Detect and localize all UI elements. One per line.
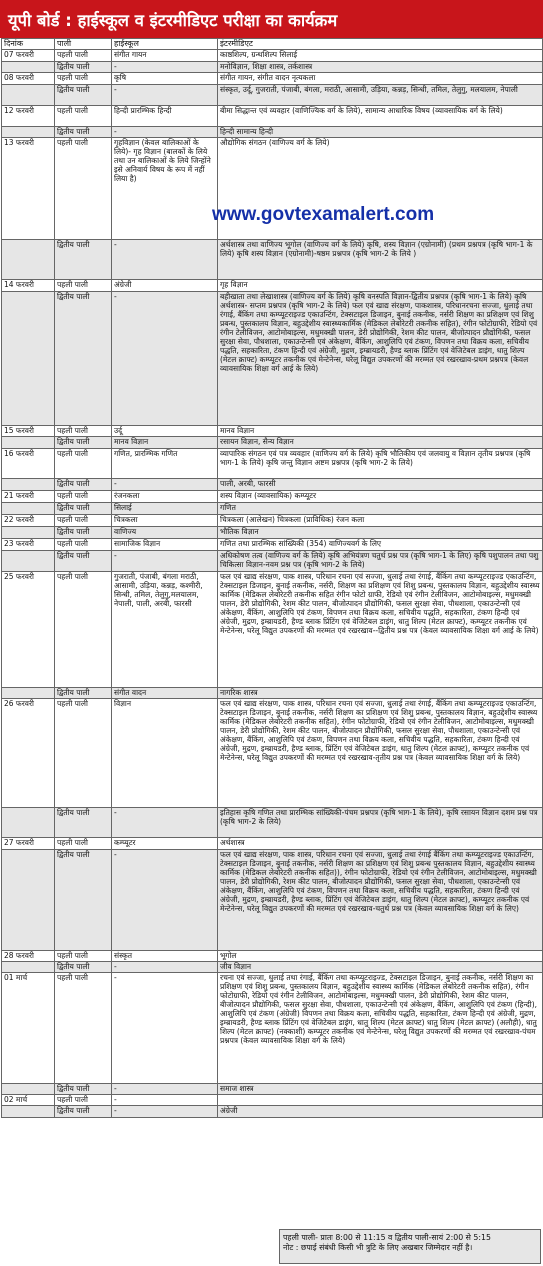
date-cell: 01 मार्च bbox=[2, 972, 55, 1083]
date-cell: 21 फरवरी bbox=[2, 490, 55, 502]
intermediate-cell: हिन्दी सामान्य हिन्दी bbox=[218, 126, 543, 137]
date-cell bbox=[2, 478, 55, 490]
date-cell: 28 फरवरी bbox=[2, 950, 55, 961]
table-row bbox=[2, 538, 543, 550]
intermediate-cell: गणित bbox=[218, 502, 543, 514]
shift-cell: द्वितीय पाली bbox=[55, 239, 112, 279]
date-cell bbox=[2, 1083, 55, 1094]
highschool-cell: - bbox=[112, 61, 218, 72]
table-row bbox=[2, 1105, 543, 1117]
table-row bbox=[2, 448, 543, 478]
timing-note bbox=[279, 1229, 541, 1264]
intermediate-cell: अर्थशास्त्र तथा वाणिज्य भूगोल (वाणिज्य वर्ग के लिये) कृषि, शस्य विज्ञान (एग्रोनामी) (प्रथम प्रश्नपत्र (कृषि भाग-1 के लिये) कृषि शस्य विज्ञान (एग्रोनामी)-षष्ठम प्रश्नपत्र (कृषि भाग-2 के लिये ) bbox=[218, 239, 543, 279]
shift-cell: द्वितीय पाली bbox=[55, 1083, 112, 1094]
date-cell: 25 फरवरी bbox=[2, 571, 55, 687]
highschool-cell: चित्रकला bbox=[112, 514, 218, 526]
shift-cell: द्वितीय पाली bbox=[55, 84, 112, 105]
intermediate-cell: फल एवं खाद्य संरक्षण, पाक शास्त्र, परिधान रचना एवं सज्जा, धुलाई तथा रंगाई, बैंकिंग तथा कम्प्यूटराइज्ड एकाउन्टिंग, टेक्सटाइल डिजाइन, बुनाई तकनीक, नर्सरी शिक्षण का प्रशिक्षण एवं शिशु प्रबन्ध, पुस्तकालय विज्ञान, बहुउद्देशीय स्वास्थ्य कार्मिक (मेडिकल लेबोरेटरी तकनीक सहित), रंगीन फोटोग्राफी, रेडियो एवं रंगीन टेलीविजन, आटोमोबाइल्स, मधुमक्खी पालन, डेरी प्रोद्योगिकी, रेशम कीट पालन, बीजोत्पादन प्रौद्योगिकी, फसल सुरक्षा सेवा, पौधशाला, एकाउन्टेन्सी एवं अंकेक्षण, बैंकिंग, आशुलिपि एवं टंकण, विपणन तथा विक्रय कला, सचिवीय पद्धति, सहकारिता, टंकण हिन्दी एवं अंग्रेजी, मुद्रण, इम्ब्रायडरी, हैण्ड ब्लाक, प्रिंटिंग एवं वेजिटेबल डाइंग, धातु शिल्प (मेटल क्राफ्ट), कम्प्यूटर तकनीक एवं मेन्टेनेन्स, घरेलू विद्युत उपकरणों की मरम्मत एवं रखरखाव-तृतीय प्रश्न पत्र (केवल व्यावसायिक शिक्षा वर्ग के लिये) bbox=[218, 698, 543, 807]
shift-cell: द्वितीय पाली bbox=[55, 1105, 112, 1117]
intermediate-cell: संगीत गायन, संगीत वादन नृत्यकला bbox=[218, 72, 543, 84]
shift-cell: द्वितीय पाली bbox=[55, 849, 112, 950]
intermediate-cell: शस्य विज्ञान (व्यावसायिक) कम्प्यूटर bbox=[218, 490, 543, 502]
shift-cell: द्वितीय पाली bbox=[55, 61, 112, 72]
date-cell bbox=[2, 849, 55, 950]
table-row bbox=[2, 478, 543, 490]
date-cell: 08 फरवरी bbox=[2, 72, 55, 84]
date-cell: 12 फरवरी bbox=[2, 105, 55, 126]
shift-cell: पहली पाली bbox=[55, 448, 112, 478]
shift-cell: पहली पाली bbox=[55, 72, 112, 84]
table-row bbox=[2, 571, 543, 687]
intermediate-cell: काष्ठशिल्प, ग्रन्थशिल्प सिलाई bbox=[218, 49, 543, 61]
table-row bbox=[2, 1083, 543, 1094]
intermediate-cell: संस्कृत, उर्दू, गुजराती, पंजाबी, बंगला, मराठी, आसामी, उड़िया, कन्नड़, सिन्धी, तमिल, तेलुगु, मलयालम, नेपाली bbox=[218, 84, 543, 105]
highschool-cell: - bbox=[112, 807, 218, 837]
shift-cell: द्वितीय पाली bbox=[55, 126, 112, 137]
table-row bbox=[2, 436, 543, 448]
intermediate-cell: बहीखाता तथा लेखाशास्त्र (वाणिज्य वर्ग के लिये) कृषि वनस्पति विज्ञान-द्वितीय प्रश्नपत्र (कृषि भाग-1 के लिये) कृषि अर्थशास्त्र- सप्तम प्रश्नपत्र (कृषि भाग-2 के लिये) फल एवं खाद्य संरक्षण, पाकशास्त्र, परिधानरचना सज्जा, धुलाई तथा रंगाई, बैंकिंग तथा कम्प्यूटराइज्ड एकाउन्टिंग, टेक्सटाइल डिजाइन, बुनाई तकनीक, नर्सरी शिक्षण का प्रशिक्षण एवं शिशु प्रबन्ध, पुस्तकालय विज्ञान, बहुउद्देशीय स्वास्थ्यकार्मिक (मेडिकल लेबोरेटरी तकनीक सहित), रंगीन फोटोग्राफी, रेडियो एवं रंगीन टेलीविजन, आटोमोबाइल्स, मधुमक्खी पालन, डेरी प्रोद्योगिकी, रेशम कीट पालन, बीजोत्पादन प्रौद्योगिकी, फसल सुरक्षा सेवा, पौधशाला, एकाउन्टेन्सी एवं अंकेक्षण, बैंकिंग, आशुलिपि एवं टंकण, विपणन तथा विक्रय कला, सचिवीय पद्धति, सहकारिता, टंकण हिन्दी एवं अंग्रेजी, मुद्रण, इम्ब्रायडरी, हैण्ड ब्लाक प्रिंटिंग एवं वेजिटेबल डाइंग, धातु शिल्प (मेटल क्राफ्ट) कम्प्यूटर तकनीक एवं मेन्टेनेन्स, घरेलू विद्युत उपकरणों की मरम्मत एवं रखरखाव-प्रथम प्रश्नपत्र (केवल व्यावसायिक शिक्षा वर्ग आई के लिये) bbox=[218, 291, 543, 425]
disclaimer-note-line: नोट : छपाई संबंधी किसी भी त्रुटि के लिए अखबार जिम्मेदार नहीं है। bbox=[283, 1242, 473, 1252]
intermediate-cell: रचना एवं सज्जा, धुलाई तथा रंगाई, बैंकिंग तथा कम्प्यूटराइज्ड, टेक्सटाइल डिजाइन, बुनाई तकनीक, नर्सरी शिक्षण का प्रशिक्षण एवं शिशु प्रबन्ध, पुस्तकालय विज्ञान, बहुउद्देशीय स्वास्थ्य कार्मिक (मेडिकल लेबोरेटरी तकनीक सहित), रंगीन फोटोग्राफी, रेडियो एवं रंगीन टेलीविजन, आटोमोबाइल्स, मधुमक्खी पालन, डेरी प्रोद्योगिकी, रेशम कीट पालन, बीजोत्पादन प्रौद्योगिकी, फसल सुरक्षा सेवा, पौधशाला, एकाउन्टेन्सी एवं अंकेक्षण, बैंकिंग, आशुलिपि एवं टंकण (हिन्दी), आशुलिपि एवं टंकण (अंग्रेजी) विपणन तथा विक्रय कला, सचिवीय पद्धति, सहकारिता, टंकण हिन्दी एवं अंग्रेजी, मुद्रण, इम्ब्रायडरी, हैण्ड ब्लाक प्रिंटिंग एवं वेजिटेबल डाइंग, धातु शिल्प (मेटल क्राफ्ट) धातु शिल्प (मेटल क्राफ्ट) (अलौही), धातु शिल्प (मेटल क्राफ्ट) (नक्काशी) कम्प्यूटर तकनीक एवं मेन्टेनेन्स, घरेलू विद्युत उपकरणों की मरम्मत एवं रखरखाव-पंचम प्रश्नपत्र (केवल व्यावसायिक शिक्षा वर्ग के लिये) bbox=[218, 972, 543, 1083]
table-row bbox=[2, 961, 543, 972]
intermediate-cell: नागरिक शास्त्र bbox=[218, 687, 543, 698]
shift-cell: पहली पाली bbox=[55, 490, 112, 502]
date-cell bbox=[2, 84, 55, 105]
shift-cell: पहली पाली bbox=[55, 105, 112, 126]
watermark-url: www.govtexamalert.com bbox=[212, 204, 435, 225]
intermediate-cell: जीव विज्ञान bbox=[218, 961, 543, 972]
highschool-cell: - bbox=[112, 84, 218, 105]
table-row bbox=[2, 291, 543, 425]
highschool-cell: गृहविज्ञान (केवल बालिकाओं के लिये)- गृह विज्ञान (बालकों के लिये तथा उन बालिकाओं के लिये जिन्होंने इसे अनिवार्य विषय के रूप में नहीं लिया है) bbox=[112, 137, 218, 239]
timing-note-line: पहली पाली- प्रातः 8:00 से 11:15 व द्वितीय पाली-सायं 2:00 से 5:15 bbox=[283, 1233, 491, 1242]
table-header-row bbox=[2, 39, 543, 50]
highschool-cell: - bbox=[112, 1094, 218, 1105]
highschool-cell: - bbox=[112, 1083, 218, 1094]
intermediate-cell: भौतिक विज्ञान bbox=[218, 526, 543, 538]
intermediate-cell: चित्रकला (आलेखन) चित्रकला (प्राविधिक) रंजन कला bbox=[218, 514, 543, 526]
date-cell bbox=[2, 961, 55, 972]
shift-cell: द्वितीय पाली bbox=[55, 550, 112, 571]
date-cell bbox=[2, 126, 55, 137]
intermediate-cell: बीमा सिद्धान्त एवं व्यवहार (वाणिज्यिक वर्ग के लिये), सामान्य आधारिक विषय (व्यावसायिक वर्ग के लिये) bbox=[218, 105, 543, 126]
table-row bbox=[2, 279, 543, 291]
highschool-cell: - bbox=[112, 550, 218, 571]
highschool-cell: हिन्दी प्रारम्भिक हिन्दी bbox=[112, 105, 218, 126]
highschool-cell: अंग्रेजी bbox=[112, 279, 218, 291]
table-row bbox=[2, 502, 543, 514]
highschool-cell: उर्दू bbox=[112, 425, 218, 436]
intermediate-cell: इतिहास कृषि गणित तथा प्रारम्भिक सांख्यिकी-पंचम प्रश्नपत्र (कृषि भाग-1 के लिये), कृषि रसायन विज्ञान दशम प्रश्न पत्र (कृषि भाग-2 के लिये) bbox=[218, 807, 543, 837]
highschool-cell: - bbox=[112, 961, 218, 972]
date-cell: 23 फरवरी bbox=[2, 538, 55, 550]
shift-cell: पहली पाली bbox=[55, 425, 112, 436]
intermediate-cell: मानव विज्ञान bbox=[218, 425, 543, 436]
shift-cell: पहली पाली bbox=[55, 950, 112, 961]
shift-cell: द्वितीय पाली bbox=[55, 961, 112, 972]
highschool-cell: कम्प्यूटर bbox=[112, 837, 218, 849]
highschool-cell: - bbox=[112, 239, 218, 279]
table-row bbox=[2, 84, 543, 105]
shift-cell: द्वितीय पाली bbox=[55, 436, 112, 448]
shift-cell: पहली पाली bbox=[55, 698, 112, 807]
date-cell: 22 फरवरी bbox=[2, 514, 55, 526]
shift-cell: द्वितीय पाली bbox=[55, 807, 112, 837]
date-cell bbox=[2, 807, 55, 837]
highschool-cell: रंजनकला bbox=[112, 490, 218, 502]
highschool-cell: - bbox=[112, 1105, 218, 1117]
intermediate-cell: पाली, अरबी, फारसी bbox=[218, 478, 543, 490]
table-row bbox=[2, 490, 543, 502]
column-header-shift: पाली bbox=[55, 39, 112, 50]
date-cell: 15 फरवरी bbox=[2, 425, 55, 436]
shift-cell: पहली पाली bbox=[55, 837, 112, 849]
shift-cell: द्वितीय पाली bbox=[55, 291, 112, 425]
intermediate-cell: अधिकोषण तत्व (वाणिज्य वर्ग के लिये) कृषि अभियंत्रण चतुर्थ प्रश्न पत्र (कृषि भाग-1 के लिए) कृषि पशुपालन तथा पशु चिकित्सा विज्ञान-नवम प्रश्न पत्र (कृषि भाग-2 के लिये) bbox=[218, 550, 543, 571]
table-row bbox=[2, 698, 543, 807]
highschool-cell: - bbox=[112, 849, 218, 950]
table-row bbox=[2, 72, 543, 84]
table-row bbox=[2, 687, 543, 698]
schedule-table bbox=[1, 38, 543, 1118]
table-row bbox=[2, 807, 543, 837]
table-row bbox=[2, 972, 543, 1083]
date-cell bbox=[2, 550, 55, 571]
date-cell bbox=[2, 239, 55, 279]
shift-cell: पहली पाली bbox=[55, 137, 112, 239]
highschool-cell: संगीत गायन bbox=[112, 49, 218, 61]
table-row bbox=[2, 425, 543, 436]
column-header-intermediate: इंटरमीडिएट bbox=[218, 39, 543, 50]
date-cell: 27 फरवरी bbox=[2, 837, 55, 849]
table-row bbox=[2, 526, 543, 538]
date-cell bbox=[2, 1105, 55, 1117]
shift-cell: द्वितीय पाली bbox=[55, 502, 112, 514]
shift-cell: पहली पाली bbox=[55, 1094, 112, 1105]
highschool-cell: - bbox=[112, 126, 218, 137]
table-row bbox=[2, 514, 543, 526]
highschool-cell: - bbox=[112, 291, 218, 425]
intermediate-cell: फल एवं खाद्य संरक्षण, पाक शास्त्र, परिधान रचना एवं सज्जा, धुलाई तथा रंगाई, बैंकिंग तथा कम्प्यूटराइज्ड एकाउन्टिंग, टेक्सटाइल डिजाइन, बुनाई तकनीक, नर्सरी, शिक्षण का प्रशिक्षण एवं शिशु प्रबन्ध, पुस्तकालय विज्ञान, बहुउद्देशीय स्वास्थ्य कार्मिक (मेडिकल लेबोरेटरी तकनीक सहित रंगीन फोटो ग्राफी, रेडियो एवं रंगीन टेलीविजन, आटोमोबाइल्स, मधुमक्खी पालन, डेरी प्रोद्योगिकी, रेशम कीट पालन, बीजोत्पादन प्रौद्योगिकी, फसल सुरक्षा सेवा, पौधशाला, एकाउन्टेन्सी एवं अंकेक्षण, बैंकिंग, आशुलिपि एवं टंकण, विपणन तथा विक्रय कला, सचिवीय पद्धति, सहकारिता, टंकण हिन्दी एवं अंग्रेजी, मुद्रण, इम्ब्रायडरी, हैण्ड ब्लाक प्रिंटिंग एवं वेजिटेबल डाइंग, धातु शिल्प (मेटल क्राफ्ट), कम्प्यूटर तकनीक एवं मेन्टेनेन्स, घरेलू विद्युत उपकरणों की मरम्मत एवं रखरखाव--द्वितीय प्रश्न पत्र (केवल व्यावसायिक शिक्षा वर्ग आई के लिये) bbox=[218, 571, 543, 687]
highschool-cell: मानव विज्ञान bbox=[112, 436, 218, 448]
table-row bbox=[2, 550, 543, 571]
highschool-cell: सिलाई bbox=[112, 502, 218, 514]
highschool-cell: कृषि bbox=[112, 72, 218, 84]
intermediate-cell: अंग्रेजी bbox=[218, 1105, 543, 1117]
shift-cell: पहली पाली bbox=[55, 972, 112, 1083]
intermediate-cell: औद्योगिक संगठन (वाणिज्य वर्ग के लिये) bbox=[218, 137, 543, 239]
intermediate-cell bbox=[218, 1094, 543, 1105]
shift-cell: पहली पाली bbox=[55, 571, 112, 687]
table-row bbox=[2, 950, 543, 961]
table-row bbox=[2, 126, 543, 137]
date-cell: 26 फरवरी bbox=[2, 698, 55, 807]
date-cell: 13 फरवरी bbox=[2, 137, 55, 239]
highschool-cell: - bbox=[112, 972, 218, 1083]
table-row bbox=[2, 61, 543, 72]
shift-cell: पहली पाली bbox=[55, 514, 112, 526]
intermediate-cell: फल एवं खाद्य संरक्षण, पाक शास्त्र, परिधान रचना एवं सज्जा, धुलाई तथा रंगाई बैंकिंग तथा कम्प्यूटराइज्ड एकाउन्टिंग, टेक्सटाइल डिजाइन, बुनाई तकनीक, नर्सरी शिक्षण का प्रशिक्षण एवं शिशु प्रबन्ध पुस्तकालय विज्ञान, बहुउद्देशीय स्वास्थ्य कार्मिक (मेडिकल लेबोरेटरी तकनीक सहित)), रंगीन फोटोग्राफी, रेडियो एवं रंगीन टेलीविजन, आटोमोबाइल्स, मधुमक्खी पालन, डेरी प्रोद्योगिकी, रेशम कीट पालन, बीजोत्पादन प्रौद्योगिकी, फसल सुरक्षा सेवा, पौधशाला, एकाउन्टेन्सी एवं अंकेक्षण, बैंकिंग, आशुलिपि एवं टंकण, विपणन तथा विक्रय कला, सचिवीय पद्धति, सहकारिता, टंकण हिन्दी एवं अंग्रेजी, मुद्रण, इम्ब्रायडरी, हैण्ड ब्लाक, प्रिंटिंग एवं वेजिटेबल डाइंग, धातु शिल्प (मेटल क्राफ्ट), कम्प्यूटर तकनीक एवं मेन्टेनेन्स, घरेलू विद्युत उपकरणों की मरम्मत एवं रखरखाव-चतुर्थ प्रश्न पत्र (केवल व्यावसायिक शिक्षा वर्ग के लिए) bbox=[218, 849, 543, 950]
intermediate-cell: गृह विज्ञान bbox=[218, 279, 543, 291]
date-cell bbox=[2, 687, 55, 698]
date-cell: 02 मार्च bbox=[2, 1094, 55, 1105]
date-cell bbox=[2, 291, 55, 425]
intermediate-cell: समाज शास्त्र bbox=[218, 1083, 543, 1094]
shift-cell: द्वितीय पाली bbox=[55, 687, 112, 698]
table-row bbox=[2, 239, 543, 279]
intermediate-cell: मनोविज्ञान, शिक्षा शास्त्र, तर्कशास्त्र bbox=[218, 61, 543, 72]
date-cell bbox=[2, 61, 55, 72]
intermediate-cell: गणित तथा प्रारम्भिक सांख्यिकी (354) वाणिज्यवर्ग के लिए bbox=[218, 538, 543, 550]
highschool-cell: गुजराती, पंजाबी, बंगला मराठी, आसामी, उड़िया, कन्नड़, कश्मीरी, सिन्धी, तमिल, तेलुगु,मलयालम, नेपाली, पाली, अरबी, फारसी bbox=[112, 571, 218, 687]
highschool-cell: विज्ञान bbox=[112, 698, 218, 807]
shift-cell: पहली पाली bbox=[55, 538, 112, 550]
date-cell bbox=[2, 526, 55, 538]
intermediate-cell: अर्थशास्त्र bbox=[218, 837, 543, 849]
highschool-cell: वाणिज्य bbox=[112, 526, 218, 538]
table-row bbox=[2, 837, 543, 849]
date-cell bbox=[2, 502, 55, 514]
shift-cell: द्वितीय पाली bbox=[55, 526, 112, 538]
highschool-cell: संस्कृत bbox=[112, 950, 218, 961]
column-header-highschool: हाईस्कूल bbox=[112, 39, 218, 50]
date-cell: 14 फरवरी bbox=[2, 279, 55, 291]
intermediate-cell: व्यापारिक संगठन एवं पत्र व्यवहार (वाणिज्य वर्ग के लिये) कृषि भौतिकीय एवं जलवायु व विज्ञान तृतीय प्रश्नपत्र (कृषि भाग-1 के लिये) कृषि जन्तु विज्ञान अष्टम प्रश्नपत्र (कृषि भाग-2 के लिये) bbox=[218, 448, 543, 478]
highschool-cell: - bbox=[112, 478, 218, 490]
column-header-date: दिनांक bbox=[2, 39, 55, 50]
page-title: यूपी बोर्ड : हाईस्कूल व इंटरमीडिएट परीक्षा का कार्यक्रम bbox=[0, 0, 543, 38]
table-row bbox=[2, 49, 543, 61]
shift-cell: द्वितीय पाली bbox=[55, 478, 112, 490]
date-cell: 16 फरवरी bbox=[2, 448, 55, 478]
highschool-cell: गणित, प्रारम्भिक गणित bbox=[112, 448, 218, 478]
table-row bbox=[2, 1094, 543, 1105]
intermediate-cell: भूगोल bbox=[218, 950, 543, 961]
shift-cell: पहली पाली bbox=[55, 49, 112, 61]
date-cell bbox=[2, 436, 55, 448]
table-row bbox=[2, 849, 543, 950]
highschool-cell: सामाजिक विज्ञान bbox=[112, 538, 218, 550]
date-cell: 07 फरवरी bbox=[2, 49, 55, 61]
table-row bbox=[2, 105, 543, 126]
highschool-cell: संगीत वादन bbox=[112, 687, 218, 698]
shift-cell: पहली पाली bbox=[55, 279, 112, 291]
intermediate-cell: रसायन विज्ञान, सैन्य विज्ञान bbox=[218, 436, 543, 448]
